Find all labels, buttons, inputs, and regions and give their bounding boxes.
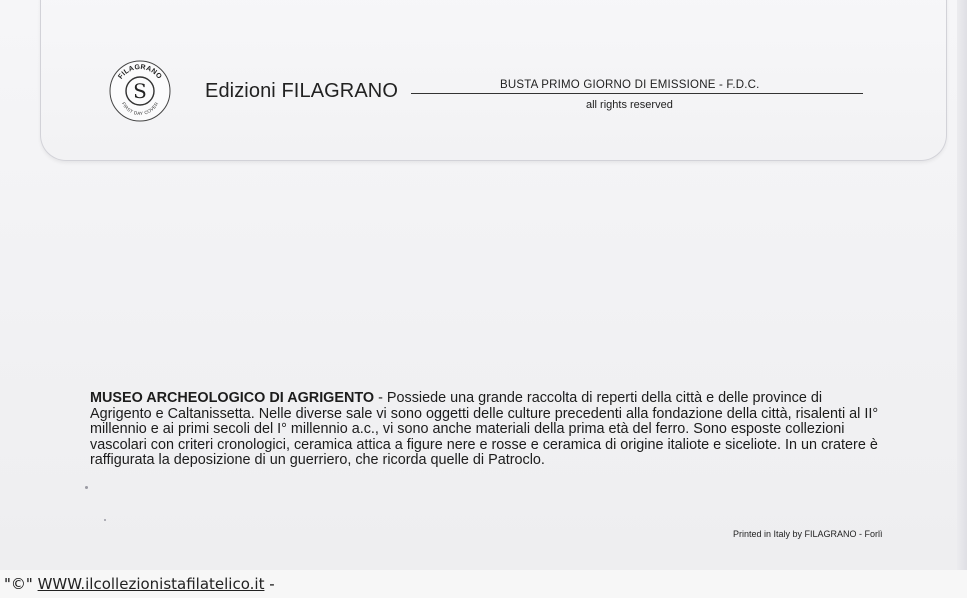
museum-description [90, 391, 880, 469]
envelope-flap [40, 0, 947, 161]
printer-credit: Printed in Italy by FILAGRANO - Forlì [733, 529, 883, 539]
watermark-suffix: - [264, 575, 275, 593]
watermark-text [4, 575, 275, 593]
museum-description-body: - Possiede una grande raccolta di reperti della città e delle province di Agrigento e Caltanissetta. Nelle diverse sale vi sono oggetti delle culture precedenti alla fondazione della città, risalenti al II° millennio e ai primi secoli del I° millennio a.c., vi sono anche materiali della prima età del ferro. Sono esposte collezioni vascolari con criteri cronologici, ceramica attica a figure nere e rosse e ceramica di origine italiote e siceliote. In un cratere è raffigurata la deposizione di un guerriero, che ricorda quelle di Patroclo. [90, 390, 879, 468]
svg-text:FIRST DAY COVER: FIRST DAY COVER [120, 101, 160, 117]
svg-text:S: S [133, 79, 147, 103]
paper-speck [85, 486, 88, 489]
svg-text:FILAGRANO: FILAGRANO [117, 63, 163, 81]
cover-type-label: BUSTA PRIMO GIORNO DI EMISSIONE - F.D.C. [500, 79, 760, 91]
museum-title: MUSEO ARCHEOLOGICO DI AGRIGENTO [90, 390, 375, 406]
header-rule [411, 93, 863, 94]
watermark-prefix: "©" [4, 575, 38, 593]
envelope-edge [957, 0, 967, 570]
filagrano-logo-seal [108, 59, 172, 123]
publisher-name: Edizioni FILAGRANO [205, 80, 398, 102]
paper-speck [104, 519, 106, 521]
rights-notice: all rights reserved [586, 99, 673, 111]
watermark-link[interactable]: WWW.ilcollezionistafilatelico.it [37, 575, 265, 593]
